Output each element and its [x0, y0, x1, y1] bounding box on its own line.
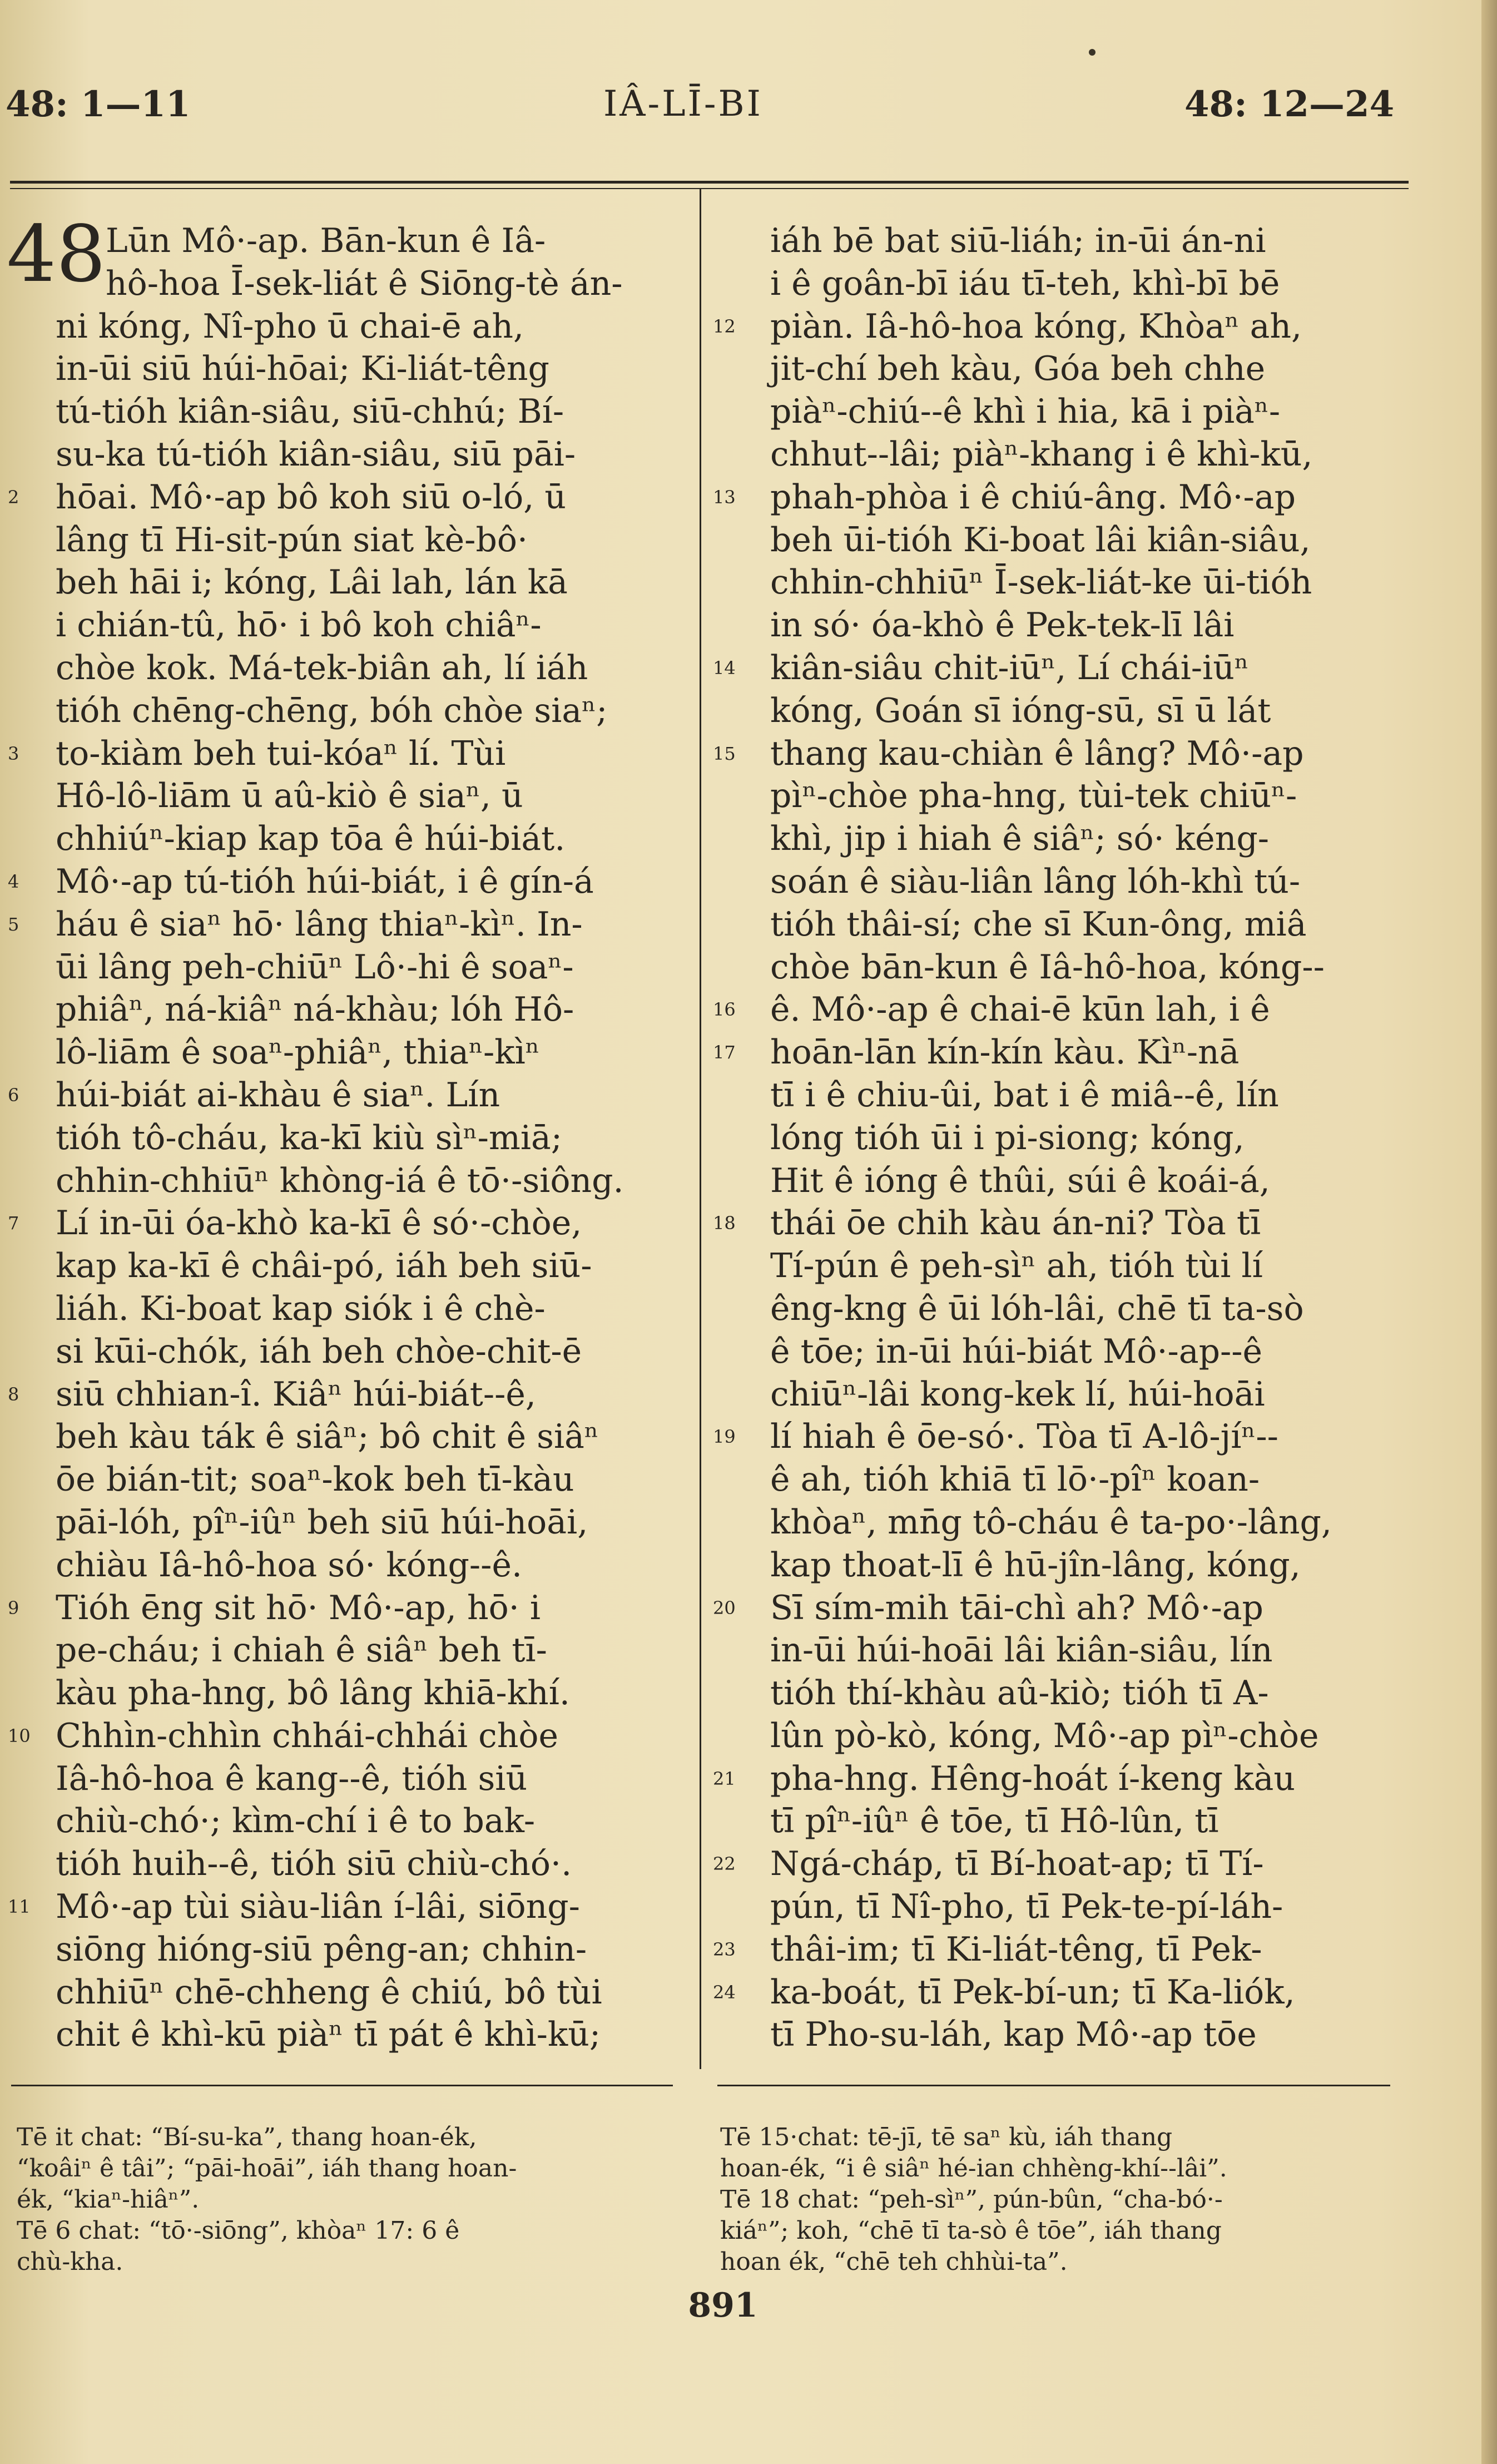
- footnotes-left: [17, 2122, 673, 2278]
- verse-text-line: tī pîⁿ-iûⁿ ê tōe, tī Hô-lûn, tī: [770, 1802, 1219, 1841]
- verse-text-line: ōe bián-tit; soaⁿ-kok beh tī-kàu: [56, 1460, 574, 1500]
- verse-number: 14: [713, 657, 736, 679]
- verse-text-line: chòe kok. Má-tek-biân ah, lí iáh: [56, 648, 588, 687]
- verse-text-line: tióh thí-khàu aû-kiò; tióh tī A-: [770, 1674, 1269, 1713]
- verse-text-line: ūi lâng peh-chiūⁿ Lô·-hi ê soaⁿ-: [56, 947, 574, 987]
- verse-text-line: pìⁿ-chòe pha-hng, tùi-tek chiūⁿ-: [770, 776, 1297, 816]
- verse-number: 4: [8, 871, 19, 892]
- footnote-line: hoan-ék, “i ê siâⁿ hé-ian chhèng-khí--lâi”.: [720, 2154, 1227, 2183]
- verse-text-line: pāi-lóh, pîⁿ-iûⁿ beh siū húi-hoāi,: [56, 1502, 588, 1542]
- verse-text-line: kóng, Goán sī ióng-sū, sī ū lát: [770, 691, 1271, 730]
- verse-text-line: Mô·-ap tú-tióh húi-biát, i ê gín-á: [56, 862, 594, 901]
- verse-text-line: phiâⁿ, ná-kiâⁿ ná-khàu; lóh Hô-: [56, 990, 574, 1030]
- verse-text-line: chhin-chhiūⁿ khòng-iá ê tō·-siông.: [56, 1161, 624, 1200]
- verse-text-line: in só· óa-khò ê Pek-tek-lī lâi: [770, 606, 1235, 645]
- footnote-line: “koâiⁿ ê tâi”; “pāi-hoāi”, iáh thang hoan-: [17, 2154, 517, 2183]
- ink-dot: [1089, 49, 1096, 56]
- verse-number: 21: [713, 1768, 736, 1789]
- verse-number: 8: [8, 1383, 19, 1405]
- verse-text-line: pha-hng. Hêng-hoát í-keng kàu: [770, 1759, 1296, 1798]
- header-left-reference: 48: 1—11: [6, 83, 191, 125]
- footnote-line: kiáⁿ”; koh, “chē tī ta-sò ê tōe”, iáh thang: [720, 2216, 1222, 2245]
- footnote-line: Tē 15·chat: tē-jī, tē saⁿ kù, iáh thang: [720, 2123, 1173, 2151]
- verse-text-line: i chián-tû, hō· i bô koh chiâⁿ-: [56, 606, 542, 645]
- verse-text-line: êng-kng ê ūi lóh-lâi, chē tī ta-sò: [770, 1289, 1304, 1328]
- verse-text-line: thang kau-chiàn ê lâng? Mô·-ap: [770, 734, 1304, 773]
- verse-text-line: Hô-lô-liām ū aû-kiò ê siaⁿ, ū: [56, 776, 523, 816]
- verse-text-line: soán ê siàu-liân lâng lóh-khì tú-: [770, 862, 1301, 901]
- verse-number: 19: [713, 1426, 736, 1448]
- verse-number: 5: [8, 913, 19, 935]
- verse-text-line: phah-phòa i ê chiú-âng. Mô·-ap: [770, 477, 1296, 517]
- footnote-line: ék, “kiaⁿ-hiâⁿ”.: [17, 2185, 200, 2214]
- verse-text-line: chiūⁿ-lâi kong-kek lí, húi-hoāi: [770, 1374, 1265, 1414]
- verse-text-line: chhiúⁿ-kiap kap tōa ê húi-biát.: [56, 819, 566, 859]
- verse-number: 10: [8, 1725, 31, 1746]
- verse-text-line: Mô·-ap tùi siàu-liân í-lâi, siōng-: [56, 1887, 580, 1927]
- verse-text-line: khòaⁿ, mn̄g tô-cháu ê ta-po·-lâng,: [770, 1502, 1332, 1542]
- verse-text-line: to-kiàm beh tui-kóaⁿ lí. Tùi: [56, 734, 506, 773]
- verse-number: 2: [8, 486, 19, 508]
- verse-text-line: tī Pho-su-láh, kap Mô·-ap tōe: [770, 2015, 1257, 2055]
- footnote-line: Tē 6 chat: “tō·-siōng”, khòaⁿ 17: 6 ê: [17, 2216, 460, 2245]
- verse-text-line: chiàu Iâ-hô-hoa só· kóng--ê.: [56, 1545, 523, 1585]
- verse-number: 23: [713, 1939, 736, 1960]
- verse-text-line: siū chhian-î. Kiâⁿ húi-biát--ê,: [56, 1374, 536, 1414]
- verse-number: 17: [713, 1042, 736, 1063]
- verse-text-line: Lí in-ūi óa-khò ka-kī ê só·-chòe,: [56, 1204, 582, 1243]
- verse-text-line: piàn. Iâ-hô-hoa kóng, Khòaⁿ ah,: [770, 306, 1302, 346]
- verse-text-line: lâng tī Hi-sit-pún siat kè-bô·: [56, 520, 528, 560]
- verse-text-line: i ê goân-bī iáu tī-teh, khì-bī bē: [770, 264, 1280, 303]
- verse-text-line: in-ūi húi-hoāi lâi kiân-siâu, lín: [770, 1631, 1273, 1670]
- verse-text-line: iáh bē bat siū-liáh; in-ūi án-ni: [770, 221, 1266, 260]
- verse-text-line: kap thoat-lī ê hū-jîn-lâng, kóng,: [770, 1545, 1301, 1585]
- verse-text-line: kap ka-kī ê châi-pó, iáh beh siū-: [56, 1246, 592, 1286]
- verse-text-line: thái ōe chih kàu án-ni? Tòa tī: [770, 1204, 1261, 1243]
- verse-text-line: chiù-chó·; kìm-chí i ê to bak-: [56, 1802, 536, 1841]
- footnote-rule-left: [11, 2085, 673, 2086]
- verse-number: 16: [713, 999, 736, 1021]
- verse-number: 20: [713, 1597, 736, 1619]
- verse-text-line: tióh thâi-sí; che sī Kun-ông, miâ: [770, 904, 1307, 944]
- verse-text-line: siōng hióng-siū pêng-an; chhin-: [56, 1929, 587, 1969]
- verse-text-line: su-ka tú-tióh kiân-siâu, siū pāi-: [56, 434, 576, 474]
- verse-text-line: chit ê khì-kū piàⁿ tī pát ê khì-kū;: [56, 2015, 601, 2055]
- verse-number: 24: [713, 1981, 736, 2003]
- verse-number: 22: [713, 1853, 736, 1875]
- verse-text-line: lûn pò-kò, kóng, Mô·-ap pìⁿ-chòe: [770, 1716, 1319, 1755]
- verse-text-line: lô-liām ê soaⁿ-phiâⁿ, thiaⁿ-kìⁿ: [56, 1033, 540, 1072]
- verse-text-line: tī i ê chiu-ûi, bat i ê miâ--ê, lín: [770, 1075, 1279, 1115]
- footnote-line: hoan ék, “chē teh chhùi-ta”.: [720, 2248, 1068, 2276]
- verse-text-line: ê. Mô·-ap ê chai-ē kūn lah, i ê: [770, 990, 1270, 1030]
- verse-number: 13: [713, 486, 736, 508]
- verse-text-line: lí hiah ê ōe-só·. Tòa tī A-lô-jíⁿ--: [770, 1417, 1278, 1457]
- verse-text-line: chòe bān-kun ê Iâ-hô-hoa, kóng--: [770, 947, 1325, 987]
- verse-text-line: Tí-pún ê peh-sìⁿ ah, tióh tùi lí: [770, 1246, 1263, 1286]
- verse-text-line: liáh. Ki-boat kap siók i ê chè-: [56, 1289, 546, 1328]
- verse-text-line: hoān-lān kín-kín kàu. Kìⁿ-nā: [770, 1033, 1240, 1072]
- verse-text-line: Ngá-cháp, tī Bí-hoat-ap; tī Tí-: [770, 1844, 1264, 1884]
- verse-text-line: chhut--lâi; piàⁿ-khang i ê khì-kū,: [770, 434, 1313, 474]
- verse-text-line: tióh tô-cháu, ka-kī kiù sìⁿ-miā;: [56, 1118, 563, 1157]
- verse-number: 6: [8, 1085, 19, 1106]
- verse-number: 12: [713, 315, 736, 337]
- verse-text-line: in-ūi siū húi-hōai; Ki-liát-têng: [56, 349, 549, 389]
- verse-text-line: pe-cháu; i chiah ê siâⁿ beh tī-: [56, 1631, 547, 1670]
- header-right-reference: 48: 12—24: [1184, 83, 1395, 125]
- verse-text-line: ni kóng, Nî-pho ū chai-ē ah,: [56, 306, 524, 346]
- verse-text-line: tióh chēng-chēng, bóh chòe siaⁿ;: [56, 691, 608, 730]
- verse-number: 11: [8, 1896, 31, 1918]
- verse-text-line: Lūn Mô·-ap. Bān-kun ê Iâ-: [106, 221, 546, 260]
- verse-text-line: kiân-siâu chit-iūⁿ, Lí chái-iūⁿ: [770, 648, 1249, 687]
- verse-number: 9: [8, 1597, 19, 1619]
- running-header: [0, 83, 1497, 133]
- verse-number: 18: [713, 1213, 736, 1234]
- verse-text-line: khì, jip i hiah ê siâⁿ; só· kéng-: [770, 819, 1270, 859]
- verse-text-line: thâi-im; tī Ki-liát-têng, tī Pek-: [770, 1929, 1262, 1969]
- text-column-left: [56, 220, 695, 2056]
- footnote-rule-right: [717, 2085, 1390, 2086]
- footnotes-right: [720, 2122, 1393, 2278]
- footnote-line: Tē it chat: “Bí-su-ka”, thang hoan-ék,: [17, 2123, 477, 2151]
- verse-text-line: hōai. Mô·-ap bô koh siū o-ló, ū: [56, 477, 567, 517]
- header-rule: [10, 181, 1409, 184]
- footnote-line: chù-kha.: [17, 2248, 123, 2276]
- page-edge: [1481, 0, 1497, 2464]
- verse-number: 15: [713, 743, 736, 764]
- verse-text-line: beh kàu ták ê siâⁿ; bô chit ê siâⁿ: [56, 1417, 599, 1457]
- verse-text-line: lóng tióh ūi i pi-siong; kóng,: [770, 1118, 1245, 1157]
- verse-text-line: Chhìn-chhìn chhái-chhái chòe: [56, 1716, 559, 1755]
- verse-number: 3: [8, 743, 19, 764]
- verse-text-line: húi-biát ai-khàu ê siaⁿ. Lín: [56, 1075, 500, 1115]
- verse-text-line: háu ê siaⁿ hō· lâng thiaⁿ-kìⁿ. In-: [56, 904, 583, 944]
- header-rule-thin: [10, 188, 1409, 189]
- text-column-right: [770, 220, 1401, 2056]
- verse-text-line: ka-boát, tī Pek-bí-un; tī Ka-liók,: [770, 1972, 1295, 2012]
- verse-number: 7: [8, 1213, 19, 1234]
- verse-text-line: tú-tióh kiân-siâu, siū-chhú; Bí-: [56, 392, 564, 432]
- verse-text-line: chhin-chhiūⁿ Ī-sek-liát-ke ūi-tióh: [770, 563, 1312, 602]
- verse-text-line: Sī sím-mih tāi-chì ah? Mô·-ap: [770, 1588, 1263, 1627]
- verse-text-line: hô-hoa Ī-sek-liát ê Siōng-tè án-: [106, 264, 623, 303]
- verse-text-line: ê ah, tióh khiā tī lō·-pîⁿ koan-: [770, 1460, 1260, 1500]
- verse-text-line: chhiūⁿ chē-chheng ê chiú, bô tùi: [56, 1972, 602, 2012]
- verse-text-line: si kūi-chók, iáh beh chòe-chit-ē: [56, 1332, 582, 1371]
- page-number: 891: [688, 2286, 758, 2325]
- verse-text-line: Tióh ēng sit hō· Mô·-ap, hō· i: [56, 1588, 541, 1627]
- chapter-number: 48: [7, 209, 106, 300]
- verse-text-line: jit-chí beh kàu, Góa beh chhe: [770, 349, 1266, 389]
- verse-text-line: Iâ-hô-hoa ê kang--ê, tióh siū: [56, 1759, 528, 1798]
- verse-text-line: pún, tī Nî-pho, tī Pek-te-pí-láh-: [770, 1887, 1283, 1927]
- verse-text-line: kàu pha-hng, bô lâng khiā-khí.: [56, 1674, 570, 1713]
- verse-text-line: beh ūi-tióh Ki-boat lâi kiân-siâu,: [770, 520, 1311, 560]
- verse-text-line: Hit ê ióng ê thûi, súi ê koái-á,: [770, 1161, 1270, 1200]
- verse-text-line: piàⁿ-chiú--ê khì i hia, kā i piàⁿ-: [770, 392, 1281, 432]
- footnote-line: Tē 18 chat: “peh-sìⁿ”, pún-bûn, “cha-bó·-: [720, 2185, 1223, 2214]
- verse-text-line: tióh huih--ê, tióh siū chiù-chó·.: [56, 1844, 572, 1884]
- header-book-title: IÂ-LĪ-BI: [603, 83, 763, 125]
- verse-text-line: ê tōe; in-ūi húi-biát Mô·-ap--ê: [770, 1332, 1263, 1371]
- verse-text-line: beh hāi i; kóng, Lâi lah, lán kā: [56, 563, 568, 602]
- column-divider: [700, 189, 701, 2069]
